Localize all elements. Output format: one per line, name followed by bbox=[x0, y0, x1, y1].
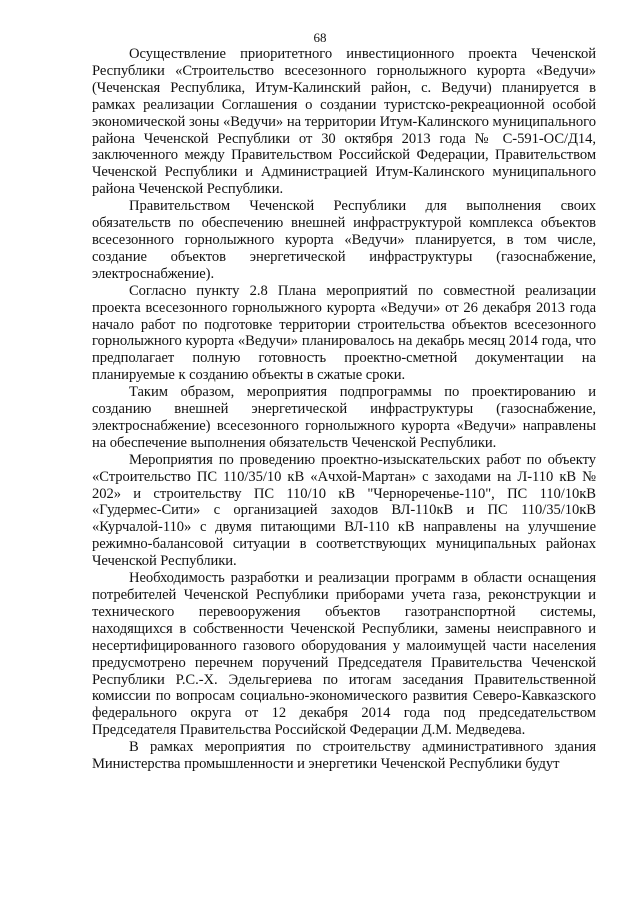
page-number: 68 bbox=[313, 30, 327, 45]
document-body bbox=[92, 46, 596, 773]
paragraph-infrastructure-obligations: Правительством Чеченской Республики для выполнения своих обязательств по обеспечению внешней инфраструктурой комплекса объектов всесезонного горнолыжного курорта «Ведучи» планируется, в том числе, создание объектов энергетической инфраструктуры (газоснабжение, электроснабжение). bbox=[92, 198, 596, 282]
paragraph-gas-metering: Необходимость разработки и реализации программ в области оснащения потребителей Чеченской Республики приборами учета газа, реконструкции и технического перевооружения объектов газотранспортной системы, находящихся в собственности Чеченской Республики, замены неисправного и несертифицированного газового оборудования у малоимущей части населения предусмотрено перечнем поручений Председателя Правительства Чеченской Республики Р.С.-Х. Эдельгериева по итогам заседания Правительственной комиссии по вопросам социально-экономического развития Северо-Кавказского федерального округа от 12 декабря 2014 года под председательством Председателя Правительства Российской Федерации Д.М. Медведева. bbox=[92, 570, 596, 739]
paragraph-subprogram-measures: Таким образом, мероприятия подпрограммы по проектированию и созданию внешней энергетической инфраструктуры (газоснабжение, электроснабжение) всесезонного горнолыжного курорта «Ведучи» направлены на обеспечение выполнения обязательств Чеченской Республики. bbox=[92, 384, 596, 451]
paragraph-plan-item-2-8: Согласно пункту 2.8 Плана мероприятий по совместной реализации проекта всесезонного горнолыжного курорта «Ведучи» от 26 декабря 2013 года начало работ по подготовке территории строительства объектов всесезонного горнолыжного курорта «Ведучи» планировалось на декабрь месяц 2014 года, что предполагает полную готовность проектно-сметной документации на планируемые к созданию объекты в сжатые сроки. bbox=[92, 282, 596, 384]
paragraph-admin-building: В рамках мероприятия по строительству административного здания Министерства промышленности и энергетики Чеченской Республики будут bbox=[92, 739, 596, 773]
paragraph-substation-works: Мероприятия по проведению проектно-изыскательских работ по объекту «Строительство ПС 110/35/10 кВ «Ачхой-Мартан» с заходами на Л-110 кВ № 202» и строительству ПС 110/10 кВ "Чернореченье-110", ПС 110/10кВ «Гудермес-Сити» с организацией заходов ВЛ-110кВ и ПС 110/35/10кВ «Курчалой-110» с двумя питающими ВЛ-110 кВ направлены на улучшение режимно-балансовой ситуации в соответствующих муниципальных районах Чеченской Республики. bbox=[92, 451, 596, 570]
paragraph-vedu-project: Осуществление приоритетного инвестиционного проекта Чеченской Республики «Строительство всесезонного горнолыжного курорта «Ведучи» (Чеченская Республика, Итум-Калинский район, с. Ведучи) планируется в рамках реализации Соглашения о создании туристско-рекреационной особой экономической зоны «Ведучи» на территории Итум-Калинского муниципального района Чеченской Республики от 30 октября 2013 года № С-591-ОС/Д14, заключенного между Правительством Российской Федерации, Правительством Чеченской Республики и Администрацией Итум-Калинского муниципального района Чеченской Республики. bbox=[92, 46, 596, 198]
